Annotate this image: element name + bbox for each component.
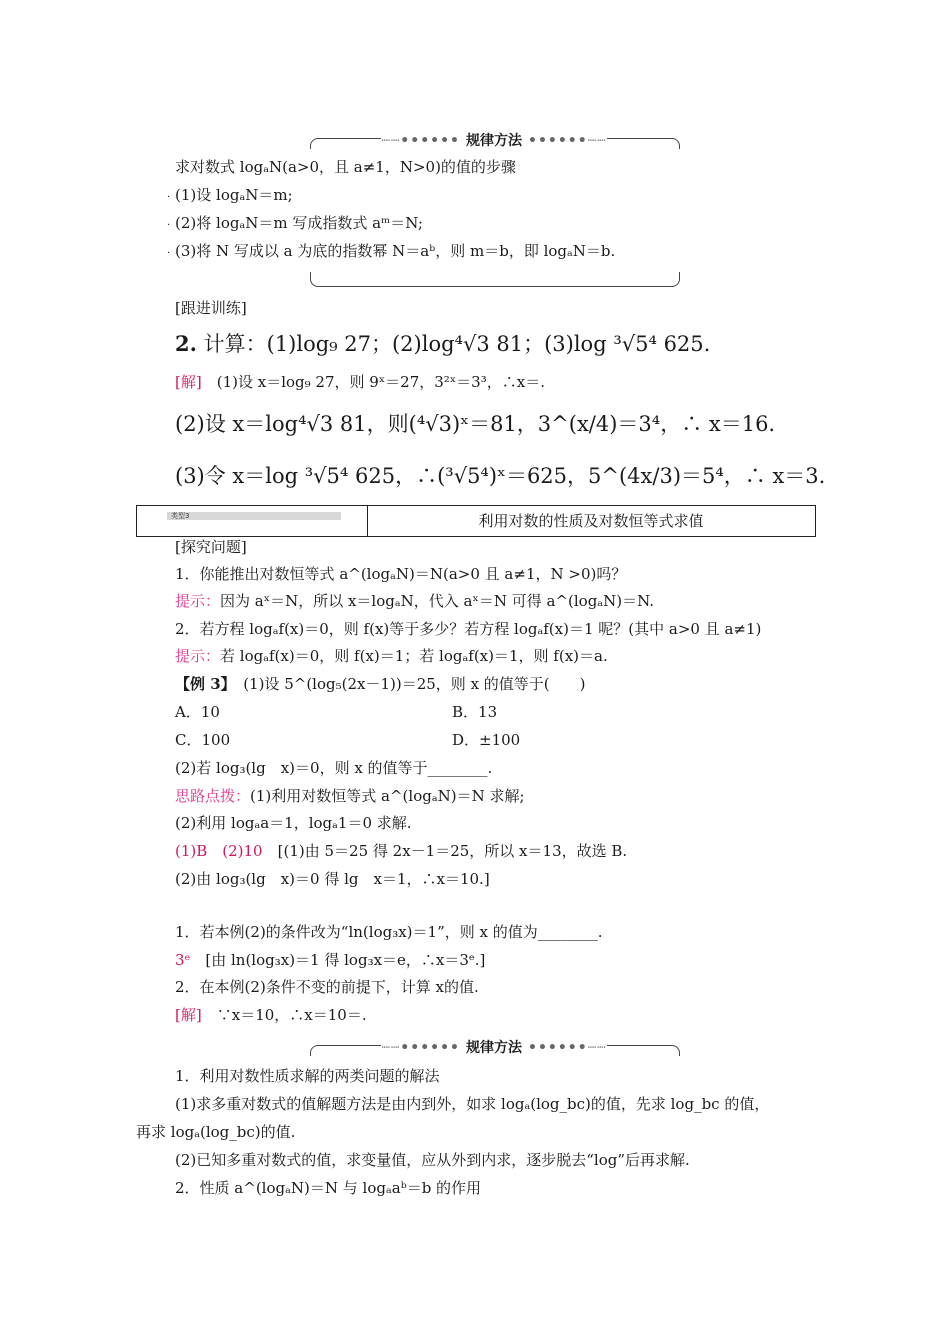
idea-text: (1)利用对数恒等式 a^(logₐN)＝N 求解; — [250, 787, 525, 805]
method-2-line-4: (2)已知多重对数式的值，求变量值，应从外到内求，逐步脱去“log”后再求解. — [175, 1151, 690, 1169]
option-a: A．10 — [175, 703, 220, 721]
variant-answer-tag: 3ᵉ — [175, 951, 191, 969]
method-step-2: (2)将 logₐN＝m 写成指数式 aᵐ＝N; — [175, 214, 423, 232]
bullet-dot: · — [167, 248, 171, 259]
rule-banner-label: 规律方法 — [460, 133, 528, 149]
method-step-3: (3)将 N 写成以 a 为底的指数幂 N＝aᵇ，则 m＝b，即 logₐN＝b. — [175, 242, 616, 260]
variant-answer-1 — [175, 950, 485, 970]
answer-3-line-2: (2)由 log₃(lg x)＝0 得 lg x＝1，∴x＝10.] — [175, 870, 490, 888]
variant-question-1: 1．若本例(2)的条件改为“ln(log₃x)＝1”，则 x 的值为________. — [175, 923, 603, 941]
problem-text: 计算：(1)log₉ 27；(2)log⁴√3 81；(3)log ³√5⁴ 625. — [203, 332, 711, 356]
rule-banner: ┈┈•••••• 规律方法 ••••••┈┈ — [310, 1035, 678, 1059]
question-1: 1．你能推出对数恒等式 a^(logₐN)＝N(a>0 且 a≠1，N >0)吗？ — [175, 565, 627, 583]
rule-banner: ┈┈•••••• 规律方法 ••••••┈┈ — [310, 128, 678, 152]
idea-hint — [175, 786, 525, 806]
rule-banner-label: 规律方法 — [460, 1040, 528, 1056]
type-tag: 类型3 — [167, 512, 341, 520]
problem-2 — [175, 330, 710, 358]
question-2: 2．若方程 logₐf(x)＝0，则 f(x)等于多少？若方程 logₐf(x)＝1 呢？(其中 a>0 且 a≠1) — [175, 620, 762, 638]
method-2-line-5: 2．性质 a^(logₐN)＝N 与 logₐaᵇ＝b 的作用 — [175, 1179, 482, 1197]
idea-tag: 思路点拨： — [175, 787, 251, 805]
bullet-dot: · — [167, 220, 171, 231]
example-text: (1)设 5^(log₅(2x－1))＝25，则 x 的值等于( ) — [243, 675, 586, 693]
hint-tag: 提示： — [175, 647, 221, 665]
method-2-line-1: 1．利用对数性质求解的两类问题的解法 — [175, 1067, 440, 1085]
explore-label: [探究问题] — [175, 538, 247, 556]
follow-up-label: [跟进训练] — [175, 299, 247, 317]
problem-number: 2. — [175, 331, 197, 356]
answer-text: [(1)由 5＝25 得 2x－1＝25，所以 x＝13，故选 B. — [277, 842, 628, 860]
type-title: 利用对数的性质及对数恒等式求值 — [478, 512, 704, 530]
solution-tag: [解] — [175, 373, 202, 391]
hint-text: 因为 aˣ＝N，所以 x＝logₐN，代入 aˣ＝N 可得 a^(logₐN)＝N. — [220, 592, 654, 610]
answer-3 — [175, 841, 627, 861]
idea-text-2: (2)利用 logₐa＝1，logₐ1＝0 求解. — [175, 814, 412, 832]
variant-answer-text: [由 ln(log₃x)＝1 得 log₃x＝e，∴x＝3ᵉ.] — [205, 951, 486, 969]
hint-tag: 提示： — [175, 592, 221, 610]
solution-2-line-1 — [175, 372, 545, 392]
example-tag: 【例 3】 — [175, 675, 229, 693]
rule-box-bottom — [310, 272, 680, 287]
variant-answer-tag: [解] — [175, 1006, 202, 1024]
example-3 — [175, 674, 586, 694]
option-d: D．±100 — [452, 731, 521, 749]
solution-2-line-2: (2)设 x＝log⁴√3 81，则(⁴√3)ˣ＝81，3^(x/4)＝3⁴，∴ x＝16. — [175, 412, 776, 436]
option-b: B．13 — [452, 703, 498, 721]
variant-answer-text: ∵x＝10，∴x＝10＝. — [216, 1006, 367, 1024]
type-3-header — [136, 505, 816, 537]
answer-tag: (1)B (2)10 — [175, 842, 263, 860]
solution-text: (1)设 x＝log₉ 27，则 9ˣ＝27，3²ˣ＝3³，∴x＝. — [216, 373, 545, 391]
method-intro: 求对数式 logₐN(a>0，且 a≠1，N>0)的值的步骤 — [175, 158, 516, 176]
example-part-2: (2)若 log₃(lg x)＝0，则 x 的值等于________. — [175, 759, 493, 777]
bullet-dot: · — [167, 192, 171, 203]
method-2-line-3: 再求 logₐ(log_bc)的值. — [136, 1123, 296, 1141]
hint-text: 若 logₐf(x)＝0，则 f(x)＝1；若 logₐf(x)＝1，则 f(x)＝a. — [220, 647, 608, 665]
option-c: C．100 — [175, 731, 231, 749]
variant-answer-2 — [175, 1005, 367, 1025]
solution-2-line-3: (3)令 x＝log ³√5⁴ 625，∴(³√5⁴)ˣ＝625，5^(4x/3)＝5⁴，∴ x＝3. — [175, 464, 826, 488]
hint-1 — [175, 591, 654, 611]
hint-2 — [175, 646, 608, 666]
variant-question-2: 2．在本例(2)条件不变的前提下，计算 x的值. — [175, 978, 479, 996]
method-2-line-2: (1)求多重对数式的值解题方法是由内到外，如求 logₐ(log_bc)的值，先求 log_bc 的值， — [175, 1095, 770, 1113]
method-step-1: (1)设 logₐN＝m; — [175, 186, 293, 204]
